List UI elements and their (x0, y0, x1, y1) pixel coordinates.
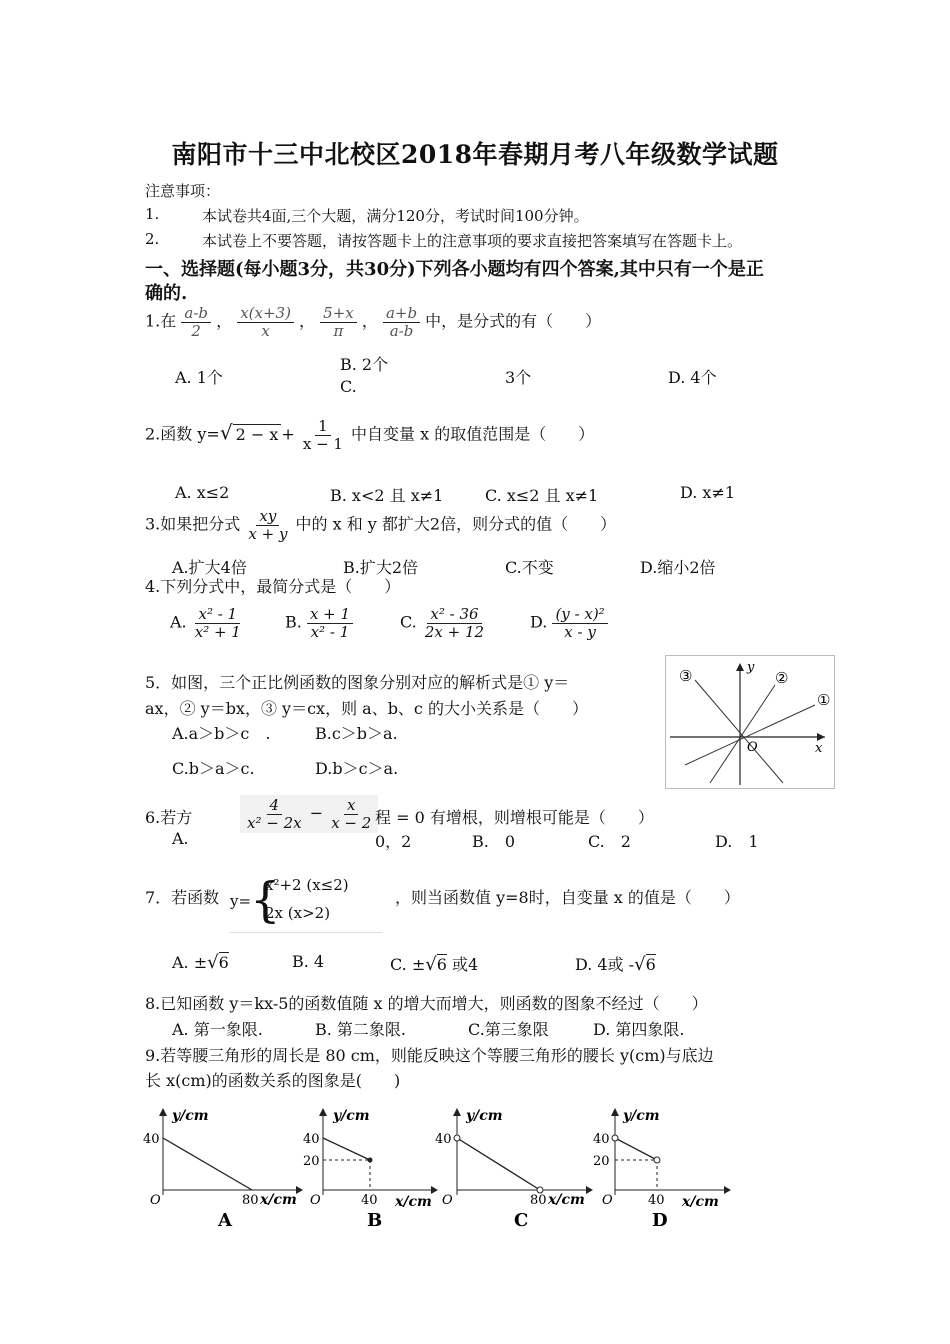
svg-text:x/cm: x/cm (260, 1192, 297, 1208)
graph-label: B (367, 1210, 383, 1230)
svg-text:80: 80 (530, 1193, 547, 1208)
q1-option-b: B. 2个 (340, 355, 389, 374)
q1-stem: 1.在 $\frac{a-b}{2}$ ， $\frac{x(x+3)}{x}$ ， $\frac{5+x}{\pi}$ ， $\frac{a+b}{a-b}$ 中，是分式的有（ ） (145, 304, 602, 340)
endpoint-dot (368, 1158, 373, 1163)
line-1 (685, 705, 815, 765)
svg-text:40: 40 (593, 1132, 610, 1147)
q3-stem: 3.如果把分式 $\frac{xy}{x + y}$ 中的 x 和 y 都扩大2倍，则分式的值（ ） (145, 507, 617, 543)
q6-option-d: D. 1 (715, 832, 759, 851)
q4-option-a: A. $\frac{\text{x² - 1}}{\text{x² + 1}}$ (170, 605, 241, 641)
q8-stem: 8.已知函数 y＝kx-5的函数值随 x 的增大而增大，则函数的图象不经过（ ） (145, 994, 708, 1013)
brace-icon: { (250, 872, 281, 928)
y-axis-arrow-icon (319, 1108, 327, 1116)
q7-piecewise: y= { x²+2 (x≤2) 2x (x>2) (230, 872, 382, 933)
svg-text:40: 40 (143, 1132, 160, 1147)
q2-option-a: A. x≤2 (175, 483, 230, 502)
line-3 (695, 680, 783, 783)
q8-option-c: C.第三象限 (468, 1020, 549, 1039)
svg-text:y/cm: y/cm (172, 1108, 209, 1124)
open-circle-start (612, 1135, 618, 1141)
q6-option-b: B. 0 (472, 832, 516, 851)
graph-line (615, 1138, 657, 1160)
sqrt-sign-icon: √ (425, 954, 437, 975)
graph-line (163, 1138, 252, 1190)
q6-option-a: A. (172, 829, 189, 848)
q6-equation: $\frac{4}{\text{x² − 2x}}$ − $\frac{x}{x - 2}$ (240, 795, 378, 833)
q9-graph-d (590, 1100, 740, 1230)
graph-line (323, 1138, 370, 1160)
q3-option-d: D.缩小2倍 (640, 558, 716, 577)
graph-line (457, 1138, 540, 1190)
q4-option-b: B. $\frac{x + 1}{\text{x² - 1}}$ (285, 606, 353, 640)
q7-option-d: D. 4或 -√6 (575, 954, 656, 975)
q7-prefix: 7．若函数 (145, 888, 220, 907)
sqrt-sign-icon: √ (207, 952, 219, 973)
x-axis-arrow-icon (724, 1186, 731, 1194)
svg-text:x/cm: x/cm (395, 1194, 432, 1210)
q3-option-c: C.不变 (505, 558, 554, 577)
q5-option-a: A.a＞b＞c . (172, 724, 271, 743)
q5-option-d: D.b＞c＞a. (315, 759, 399, 778)
q9-graph-a (140, 1100, 310, 1230)
q6-prefix: 6.若方 (145, 808, 193, 827)
q8-option-d: D. 第四象限. (593, 1020, 685, 1039)
svg-text:O: O (442, 1193, 453, 1208)
svg-text:O: O (150, 1193, 161, 1208)
svg-text:40: 40 (361, 1193, 378, 1208)
q8-option-b: B. 第二象限. (315, 1020, 407, 1039)
sqrt-sign-icon: √ (634, 954, 646, 975)
svg-text:20: 20 (303, 1154, 320, 1169)
q1-fraction-3: $\frac{5+x}{\pi}$ (320, 305, 357, 339)
svg-text:y/cm: y/cm (623, 1108, 660, 1124)
q1-suffix: 中，是分式的有（ ） (425, 311, 602, 331)
y-axis-arrow-icon (159, 1108, 167, 1116)
q5-option-c: C.b＞a＞c. (172, 759, 255, 778)
open-circle-start (454, 1135, 460, 1141)
svg-text:20: 20 (593, 1154, 610, 1169)
q9-graph-b (295, 1100, 445, 1230)
q2-option-b: B. x<2 且 x≠1 (330, 486, 444, 505)
q1-fraction-2: $\frac{x(x+3)}{x}$ (237, 305, 294, 339)
q6-option-c: C. 2 (588, 832, 631, 851)
page-title: 南阳市十三中北校区2018年春期月考八年级数学试题 (171, 140, 779, 169)
q1-fraction-1: $\frac{a-b}{2}$ (181, 305, 211, 339)
graph-label: D (652, 1210, 668, 1230)
q4-stem: 4.下列分式中，最简分式是（ ） (145, 577, 401, 596)
notice-item-1: 本试卷共4面,三个大题，满分120分，考试时间100分钟。 (202, 207, 589, 225)
q2-sqrt: 2 − x (233, 424, 282, 444)
notice-heading: 注意事项： (145, 182, 221, 200)
y-label: y (747, 660, 755, 675)
q1-option-c: 3个 (505, 368, 532, 387)
q6-option-a-value: 0，2 (375, 832, 412, 851)
graph-label: A (218, 1210, 232, 1230)
label-3: ③ (679, 667, 693, 685)
q2-fraction: $\frac{1}{x - 1}$ (302, 417, 343, 453)
graph-label: C (514, 1210, 529, 1230)
notice-item-1-num: 1. (145, 205, 160, 223)
origin-label: O (747, 740, 758, 755)
label-1: ① (817, 691, 831, 709)
q9-line2: 长 x(cm)的函数关系的图象是( ) (145, 1071, 401, 1090)
svg-text:80: 80 (242, 1193, 259, 1208)
q7-option-a: A. ±√6 (172, 952, 229, 973)
q3-option-b: B.扩大2倍 (343, 558, 419, 577)
q3-fraction: $\frac{xy}{x + y}$ (248, 507, 288, 543)
q1-option-c-label: C. (340, 377, 357, 396)
svg-text:40: 40 (435, 1132, 452, 1147)
q8-option-a: A. 第一象限. (172, 1020, 263, 1039)
svg-text:y/cm: y/cm (333, 1108, 370, 1124)
svg-text:x/cm: x/cm (548, 1192, 585, 1208)
q7-suffix: ，则当函数值 y=8时，自变量 x 的值是（ ） (395, 888, 740, 907)
section-heading-line1: 一、选择题(每小题3分，共30分)下列各小题均有四个答案,其中只有一个是正 (145, 259, 764, 280)
q1-option-a: A. 1个 (175, 368, 223, 387)
section-heading-line2: 确的. (145, 283, 188, 304)
q6-suffix: 程 = 0 有增根，则增根可能是（ ） (375, 808, 654, 827)
svg-text:40: 40 (648, 1193, 665, 1208)
x-axis-arrow-icon (817, 733, 825, 741)
svg-text:x/cm: x/cm (682, 1194, 719, 1210)
q5-line1: 5．如图，三个正比例函数的图象分别对应的解析式是① y＝ (145, 673, 570, 692)
label-2: ② (775, 669, 789, 687)
svg-text:40: 40 (303, 1132, 320, 1147)
q2-option-d: D. x≠1 (680, 483, 736, 502)
q1-prefix: 1.在 (145, 311, 177, 331)
q1-option-d: D. 4个 (668, 368, 717, 387)
notice-item-2: 本试卷上不要答题，请按答题卡上的注意事项的要求直接把答案填写在答题卡上。 (202, 232, 743, 250)
y-axis-arrow-icon (611, 1108, 619, 1116)
q7-option-b: B. 4 (292, 952, 325, 971)
q4-option-c: C. $\frac{\text{x² - 36}}{2x + 12}$ (400, 605, 485, 641)
q4-option-d: D. $\frac{\text{(y - x)²}}{x - y}$ (530, 606, 608, 640)
line-2 (710, 685, 775, 783)
q9-line1: 9.若等腰三角形的周长是 80 cm，则能反映这个等腰三角形的腰长 y(cm)与底边 (145, 1046, 714, 1065)
y-axis-arrow-icon (736, 663, 744, 671)
notice-item-2-num: 2. (145, 230, 160, 248)
q5-option-b: B.c＞b＞a. (315, 724, 398, 743)
q5-graph (665, 655, 835, 789)
sqrt-sign-icon: √ (219, 420, 233, 445)
open-circle-end (654, 1157, 660, 1163)
q7-option-c: C. ±√6 或4 (390, 954, 479, 975)
q9-graph-c (430, 1100, 600, 1230)
svg-text:O: O (310, 1193, 321, 1208)
svg-text:y/cm: y/cm (466, 1108, 503, 1124)
q2-stem: 2.函数 y=√ 2 − x + $\frac{1}{x - 1}$ 中自变量 x 的取值范围是（ ） (145, 417, 595, 453)
x-label: x (815, 741, 823, 756)
y-axis-arrow-icon (453, 1108, 461, 1116)
q3-option-a: A.扩大4倍 (172, 558, 247, 577)
q1-fraction-4: $\frac{a+b}{a-b}$ (383, 305, 420, 339)
q2-option-c: C. x≤2 且 x≠1 (485, 486, 599, 505)
q5-line2: ax，② y＝bx，③ y＝cx，则 a、b、c 的大小关系是（ ） (145, 699, 588, 718)
svg-text:O: O (602, 1193, 613, 1208)
